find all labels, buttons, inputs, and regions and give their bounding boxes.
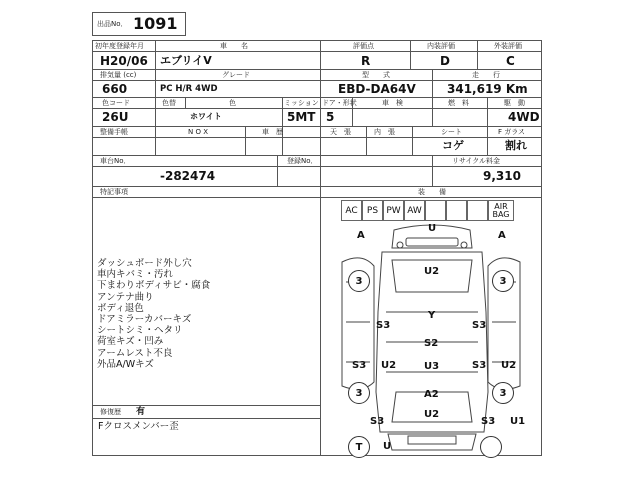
- damage-right-front: S3: [472, 320, 487, 331]
- lot-number: 1091: [133, 14, 178, 33]
- damage-left-s3-mid: S3: [352, 360, 367, 371]
- damage-rear-left-s3: S3: [370, 416, 385, 427]
- value-first-reg: H20/06: [100, 54, 148, 68]
- damage-right-s3-mid: S3: [472, 360, 487, 371]
- damage-rear-u: U: [383, 441, 392, 452]
- damage-roof: U2: [424, 266, 440, 277]
- value-grade: PC H/R 4WD: [160, 84, 218, 94]
- damage-front-left: A: [357, 230, 365, 241]
- tire-front-right: 3: [492, 270, 514, 292]
- value-car-name: エブリイV: [160, 54, 212, 67]
- label-mileage: 走 行: [472, 71, 500, 79]
- value-transmission: 5MT: [287, 110, 316, 124]
- label-color-code: 色コード: [102, 99, 130, 107]
- label-drive: 駆 動: [504, 99, 525, 107]
- value-repair: 有: [136, 407, 146, 417]
- label-color: 色: [229, 99, 236, 107]
- value-exterior: C: [506, 54, 515, 68]
- value-mileage: 341,619 Km: [447, 82, 528, 96]
- label-fuel: 燃 料: [448, 99, 469, 107]
- damage-rear-right-s3: S3: [481, 416, 496, 427]
- damage-center-s2: S2: [424, 338, 439, 349]
- damage-left-u2: U2: [381, 360, 397, 371]
- equip-slot-6: [446, 200, 467, 221]
- label-glass: F ガラス: [498, 128, 526, 136]
- value-interior: D: [440, 54, 450, 68]
- label-car-name: 車 名: [220, 42, 248, 50]
- damage-center-u3: U3: [424, 361, 440, 372]
- equip-aw: AW: [404, 200, 425, 221]
- equip-ac: AC: [341, 200, 362, 221]
- label-score: 評価点: [353, 42, 374, 50]
- label-grade: グレード: [222, 71, 250, 79]
- damage-left-front: S3: [376, 320, 391, 331]
- tire-front-left: 3: [348, 270, 370, 292]
- damage-center-y: Y: [428, 310, 436, 321]
- label-inner: 内 張: [374, 128, 395, 136]
- remark-item: 荷室キズ・凹み: [97, 336, 164, 348]
- remark-item: アームレスト不良: [97, 347, 173, 359]
- value-drive: 4WD: [508, 110, 540, 124]
- remark-item: ドアミラーカバーキズ: [97, 314, 192, 326]
- label-reg-no: 登録No．: [287, 157, 318, 165]
- label-roof: 天 張: [330, 128, 351, 136]
- label-repair: 修復歴: [100, 408, 121, 416]
- tire-rear-left: 3: [348, 382, 370, 404]
- value-glass: 割れ: [505, 139, 527, 152]
- equip-slot-7: [467, 200, 488, 221]
- label-chassis: 車台No．: [100, 157, 131, 165]
- remark-item: ダッシュボード外し穴: [97, 258, 192, 269]
- remark-item: 外品A/Wキズ: [97, 358, 154, 370]
- label-exterior: 外装評価: [494, 42, 522, 50]
- label-nox: N O X: [188, 128, 208, 136]
- value-model-code: EBD-DA64V: [338, 82, 416, 96]
- label-model-code: 型 式: [362, 71, 390, 79]
- damage-rear-t: T: [348, 436, 370, 458]
- lot-label: 出品No．: [97, 20, 128, 28]
- remark-item: 下まわりボディサビ・腐食: [97, 280, 211, 292]
- remark-item: 車内キバミ・汚れ: [97, 269, 174, 281]
- damage-front-center: U: [428, 223, 437, 234]
- rear-marker-circle: [480, 436, 502, 458]
- damage-right-u2: U2: [501, 360, 517, 371]
- value-color: ホワイト: [190, 112, 222, 121]
- remarks-list: [97, 258, 210, 370]
- damage-rear-u1: U1: [510, 416, 526, 427]
- equip-ps: PS: [362, 200, 383, 221]
- damage-front-right: A: [498, 230, 506, 241]
- value-color-code: 26U: [102, 110, 129, 124]
- label-transmission: ミッション: [284, 99, 319, 107]
- label-first-reg: 初年度登録年月: [95, 42, 144, 50]
- remark-item: アンテナ曲り: [97, 291, 154, 303]
- label-inspection: 車 検: [382, 99, 403, 107]
- label-doors: ドア・形状: [322, 99, 357, 107]
- value-recycle: 9,310: [483, 169, 521, 183]
- value-score: R: [361, 54, 371, 68]
- label-remarks: 特記事項: [100, 188, 128, 196]
- value-seat: コゲ: [442, 139, 464, 152]
- value-displacement: 660: [102, 82, 128, 96]
- damage-rear-u2: U2: [424, 409, 440, 420]
- label-seat: シート: [441, 128, 462, 136]
- label-manual: 整備手帳: [100, 128, 128, 136]
- label-interior: 内装評価: [427, 42, 455, 50]
- equip-slot-5: [425, 200, 446, 221]
- value-repair-note: Fクロスメンバー歪: [98, 421, 179, 432]
- equip-pw: PW: [383, 200, 404, 221]
- label-recycle: リサイクル料金: [452, 157, 501, 165]
- tire-rear-right: 3: [492, 382, 514, 404]
- value-doors: 5: [326, 110, 335, 124]
- lot-number-box: [92, 12, 186, 36]
- damage-center-a2: A2: [424, 389, 439, 400]
- label-history: 車 歴: [262, 128, 283, 136]
- label-color-no: 色替: [162, 99, 176, 107]
- label-displacement: 排気量 (cc): [100, 71, 137, 79]
- equip-airbag: AIR BAG: [488, 200, 514, 221]
- value-chassis: -282474: [160, 169, 216, 183]
- remark-item: ボディ退色: [97, 302, 144, 314]
- label-equipment: 装 備: [418, 188, 446, 196]
- remark-item: シートシミ・ヘタリ: [97, 325, 183, 337]
